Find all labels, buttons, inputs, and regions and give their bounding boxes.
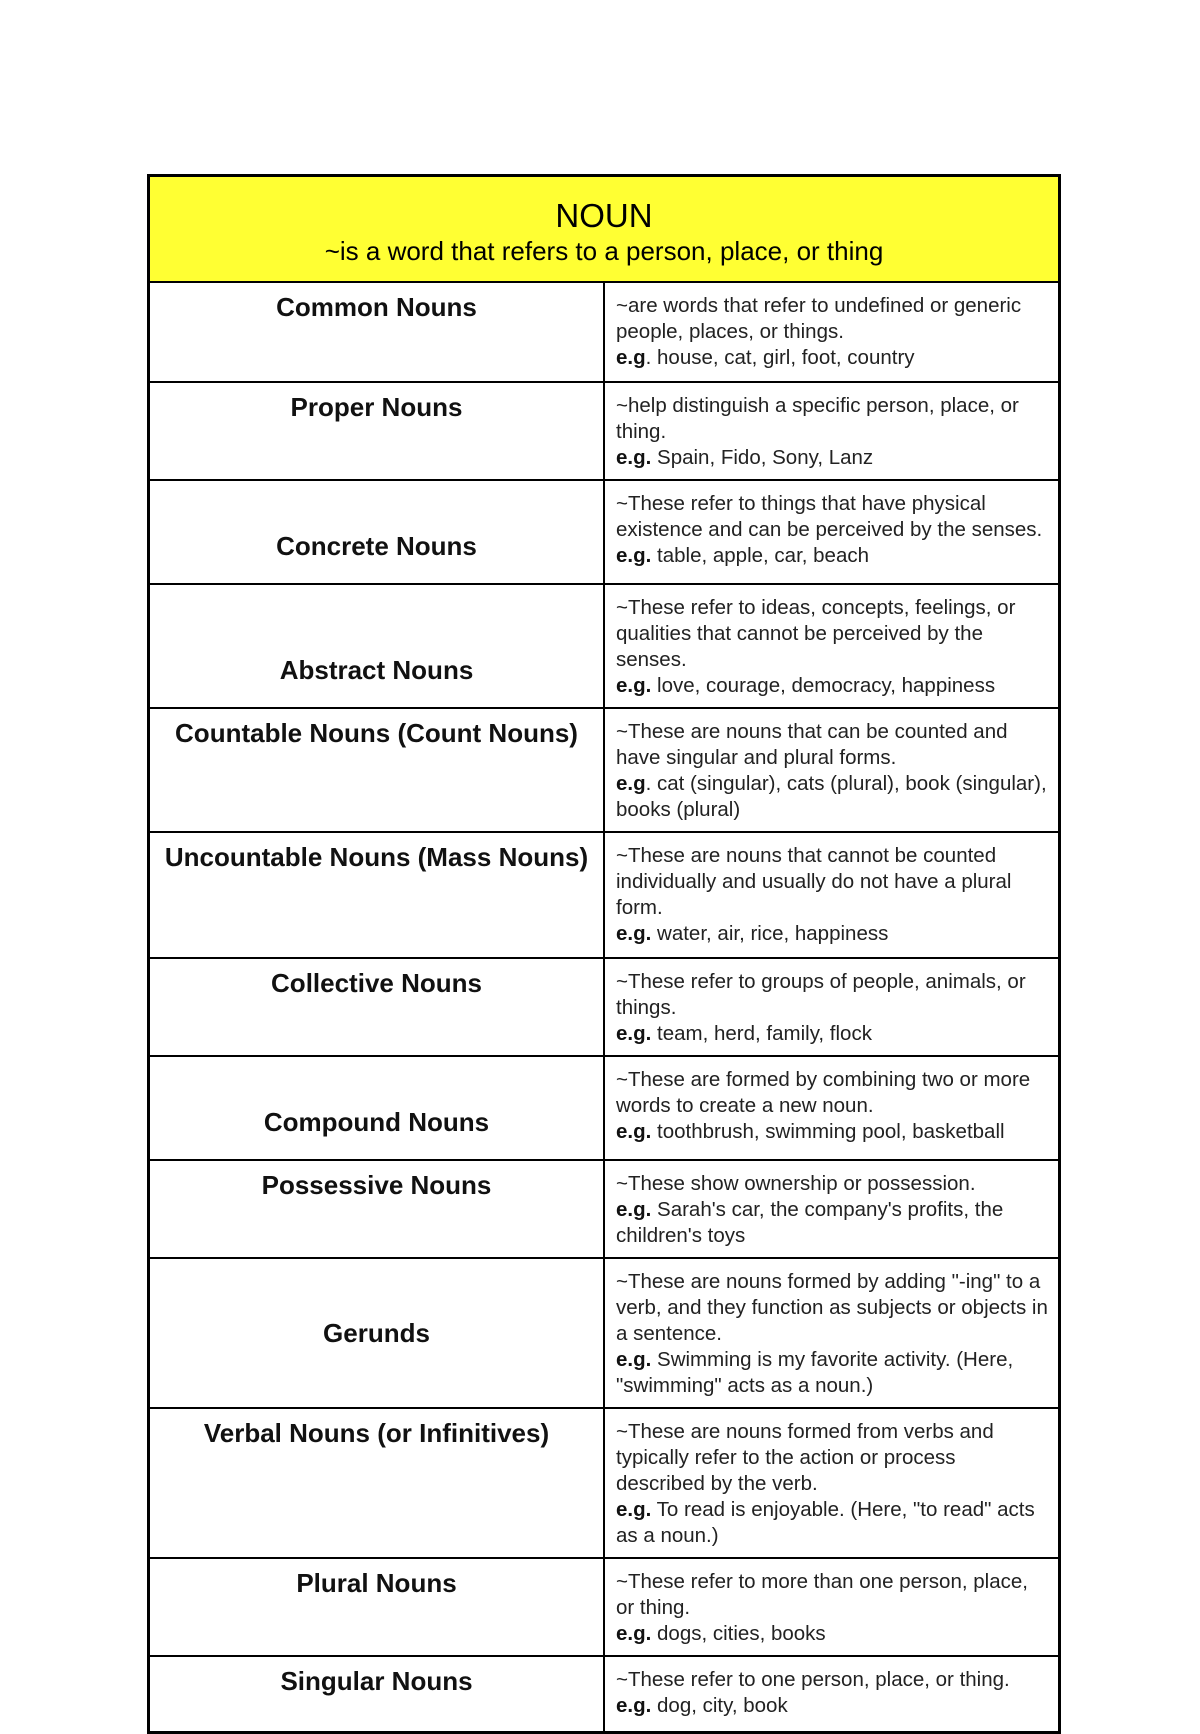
eg-label: e.g. [616, 1022, 652, 1045]
definition-text: ~These are nouns formed by adding "-ing" to a verb, and they function as subjects or objects in a sentence. [616, 1270, 1048, 1345]
eg-label: e.g. [616, 674, 652, 697]
description-cell [604, 832, 1060, 958]
example-line [616, 1197, 1048, 1249]
description-cell [604, 584, 1060, 708]
definition-text: ~These are nouns that cannot be counted individually and usually do not have a plural form. [616, 844, 1012, 919]
description-cell [604, 958, 1060, 1056]
description-cell [604, 282, 1060, 382]
description-cell [604, 1160, 1060, 1258]
example-line [616, 921, 1048, 947]
example-text: Sarah's car, the company's profits, the children's toys [616, 1198, 1004, 1247]
eg-label: e.g [616, 772, 646, 795]
example-text: . house, cat, girl, foot, country [645, 346, 915, 369]
eg-label: e.g. [616, 446, 652, 469]
example-text: team, herd, family, flock [651, 1022, 872, 1045]
definition-text: ~These refer to groups of people, animals, or things. [616, 970, 1026, 1019]
term-cell: Compound Nouns [149, 1056, 605, 1160]
example-line [616, 771, 1048, 823]
definition-text: ~These refer to ideas, concepts, feelings, or qualities that cannot be perceived by the senses. [616, 596, 1016, 671]
term-cell: Uncountable Nouns (Mass Nouns) [149, 832, 605, 958]
term-cell: Verbal Nouns (or Infinitives) [149, 1408, 605, 1558]
definition-text: ~These are nouns formed from verbs and typically refer to the action or process described by the verb. [616, 1420, 994, 1495]
eg-label: e.g. [616, 1120, 652, 1143]
example-text: toothbrush, swimming pool, basketball [651, 1120, 1005, 1143]
example-line [616, 445, 1048, 471]
term-cell: Proper Nouns [149, 382, 605, 480]
table-row [149, 584, 1060, 708]
example-line [616, 1693, 1048, 1719]
term-cell: Singular Nouns [149, 1656, 605, 1732]
table-row [149, 708, 1060, 832]
eg-label: e.g. [616, 1498, 652, 1521]
example-text: To read is enjoyable. (Here, "to read" acts as a noun.) [616, 1498, 1035, 1547]
page-title: NOUN [555, 197, 653, 234]
description-cell [604, 708, 1060, 832]
table-row [149, 832, 1060, 958]
definition-text: ~These refer to one person, place, or thing. [616, 1668, 1010, 1691]
definition-text: ~These refer to things that have physical existence and can be perceived by the senses. [616, 492, 1043, 541]
table-row [149, 1258, 1060, 1408]
term-cell: Concrete Nouns [149, 480, 605, 584]
eg-label: e.g. [616, 922, 652, 945]
table-row [149, 958, 1060, 1056]
description-cell [604, 1656, 1060, 1732]
example-text: dogs, cities, books [651, 1622, 826, 1645]
table-row [149, 1656, 1060, 1732]
eg-label: e.g. [616, 544, 652, 567]
eg-label: e.g. [616, 1198, 652, 1221]
example-text: Spain, Fido, Sony, Lanz [651, 446, 874, 469]
header-cell [149, 176, 1060, 283]
example-line [616, 673, 1048, 699]
eg-label: e.g. [616, 1694, 652, 1717]
term-cell: Common Nouns [149, 282, 605, 382]
header-row [149, 176, 1060, 283]
table-row [149, 1558, 1060, 1656]
noun-definition: ~is a word that refers to a person, place, or thing [324, 236, 884, 266]
example-text: love, courage, democracy, happiness [651, 674, 996, 697]
example-line [616, 1497, 1048, 1549]
term-cell: Countable Nouns (Count Nouns) [149, 708, 605, 832]
definition-text: ~help distinguish a specific person, place, or thing. [616, 394, 1019, 443]
example-text: Swimming is my favorite activity. (Here, "swimming" acts as a noun.) [616, 1348, 1014, 1397]
example-line [616, 1119, 1048, 1145]
term-cell: Plural Nouns [149, 1558, 605, 1656]
term-cell: Gerunds [149, 1258, 605, 1408]
table-row [149, 1056, 1060, 1160]
example-text: table, apple, car, beach [651, 544, 870, 567]
example-text: dog, city, book [651, 1694, 788, 1717]
definition-text: ~These are formed by combining two or more words to create a new noun. [616, 1068, 1031, 1117]
description-cell [604, 1258, 1060, 1408]
term-cell: Abstract Nouns [149, 584, 605, 708]
definition-text: ~are words that refer to undefined or generic people, places, or things. [616, 294, 1022, 343]
table-row [149, 480, 1060, 584]
description-cell [604, 1408, 1060, 1558]
description-cell [604, 1558, 1060, 1656]
example-line [616, 543, 1048, 569]
description-cell [604, 1056, 1060, 1160]
example-line [616, 1021, 1048, 1047]
eg-label: e.g. [616, 1348, 652, 1371]
table-row [149, 282, 1060, 382]
eg-label: e.g [616, 346, 646, 369]
definition-text: ~These show ownership or possession. [616, 1172, 976, 1195]
example-line [616, 1347, 1048, 1399]
example-text: . cat (singular), cats (plural), book (singular), books (plural) [616, 772, 1047, 821]
noun-table [147, 174, 1061, 1734]
eg-label: e.g. [616, 1622, 652, 1645]
example-line [616, 1621, 1048, 1647]
description-cell [604, 382, 1060, 480]
table-row [149, 382, 1060, 480]
example-text: water, air, rice, happiness [651, 922, 889, 945]
term-cell: Possessive Nouns [149, 1160, 605, 1258]
term-cell: Collective Nouns [149, 958, 605, 1056]
definition-text: ~These refer to more than one person, place, or thing. [616, 1570, 1028, 1619]
description-cell [604, 480, 1060, 584]
definition-text: ~These are nouns that can be counted and have singular and plural forms. [616, 720, 1008, 769]
example-line [616, 345, 1048, 371]
table-row [149, 1160, 1060, 1258]
table-row [149, 1408, 1060, 1558]
